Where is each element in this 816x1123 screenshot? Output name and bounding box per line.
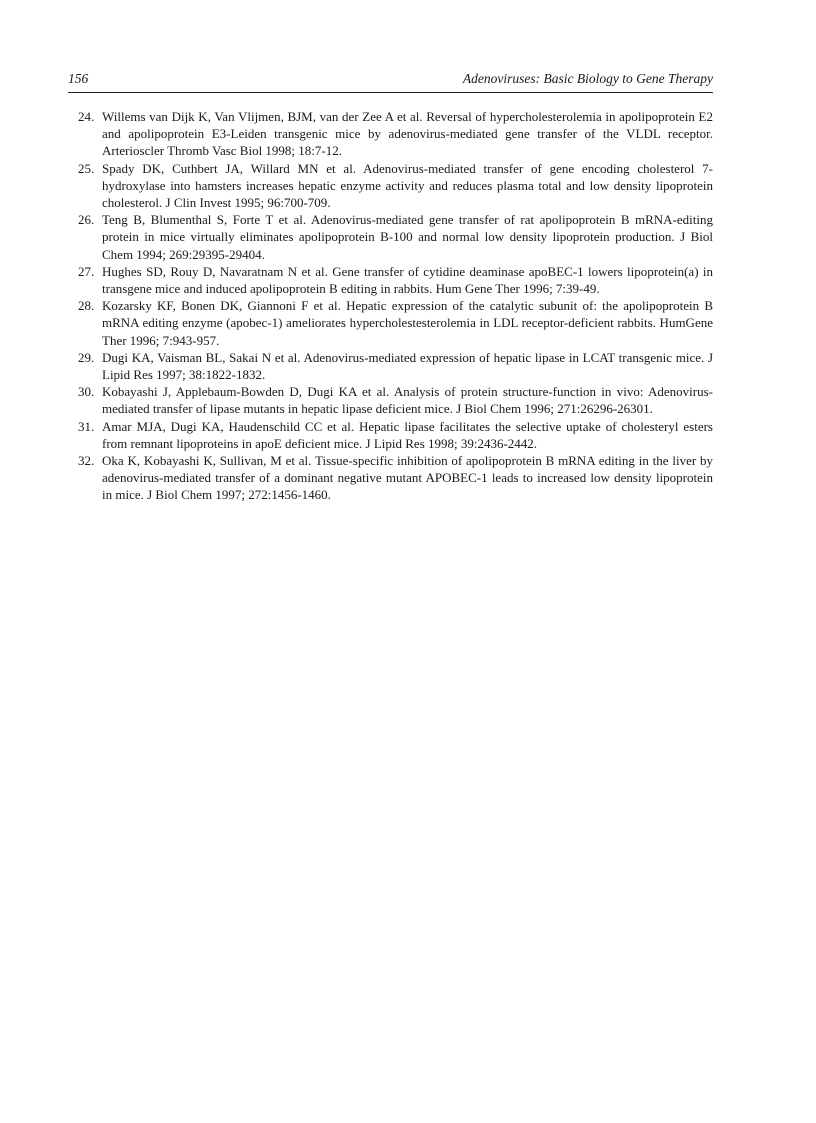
reference-text: Spady DK, Cuthbert JA, Willard MN et al. Adenovirus-mediated transfer of gene encoding cholesterol 7-hydroxylase into hamsters increases hepatic enzyme activity and reduces plasma total and low density lipoprotein cholesterol. J Clin Invest 1995; 96:700-709.	[102, 160, 713, 211]
reference-number: 31.	[78, 418, 95, 434]
reference-number: 24.	[78, 109, 95, 124]
reference-text: Kobayashi J, Applebaum-Bowden D, Dugi KA et al. Analysis of protein structure-function in vivo: Adenovirus-mediated transfer of lipase mutants in hepatic lipase deficient mice. J Biol Chem 1996; 271:26296-26301.	[102, 384, 713, 417]
page-number: 156	[68, 71, 89, 86]
running-head	[68, 70, 713, 90]
header-rule	[68, 92, 713, 93]
reference-text: Kozarsky KF, Bonen DK, Giannoni F et al. Hepatic expression of the catalytic subunit of: the apolipoprotein B mRNA editing enzyme (apobec-1) ameliorates hypercholestesterolemia in LDL receptor-deficient rabbits. HumGene Ther 1996; 7:943-957.	[102, 298, 713, 348]
reference-number: 29.	[78, 349, 95, 365]
reference-text: Oka K, Kobayashi K, Sullivan, M et al. Tissue-specific inhibition of apolipoprotein B mRNA editing in the liver by adenovirus-mediated transfer of a dominant negative mutant APOBEC-1 leads to increased low density lipoprotein in mice. J Biol Chem 1997; 272:1456-1460.	[102, 453, 713, 503]
reference-item	[68, 160, 713, 212]
reference-number: 26.	[78, 212, 95, 228]
reference-number: 27.	[78, 263, 95, 279]
reference-item	[68, 108, 713, 160]
reference-item	[68, 452, 713, 504]
reference-text: Willems van Dijk K, Van Vlijmen, BJM, van der Zee A et al. Reversal of hypercholesterolemia in apolipoprotein E2 and apolipoprotein E3-Leiden transgenic mice by adenovirus-mediated gene transfer of the VLDL receptor. Arterioscler Thromb Vasc Biol 1998; 18:7-12.	[102, 109, 713, 159]
reference-item	[68, 418, 713, 452]
reference-text: Teng B, Blumenthal S, Forte T et al. Adenovirus-mediated gene transfer of rat apolipoprotein B mRNA-editing protein in mice virtually eliminates apolipoprotein B-100 and normal low density lipoprotein production. J Biol Chem 1994; 269:29395-29404.	[102, 212, 713, 262]
reference-item	[68, 383, 713, 417]
reference-number: 25.	[78, 160, 95, 176]
reference-text: Dugi KA, Vaisman BL, Sakai N et al. Adenovirus-mediated expression of hepatic lipase in LCAT transgenic mice. J Lipid Res 1997; 38:1822-1832.	[102, 349, 713, 383]
book-title: Adenoviruses: Basic Biology to Gene Therapy	[462, 71, 713, 86]
reference-number: 32.	[78, 453, 95, 469]
reference-number: 30.	[78, 384, 95, 400]
reference-item	[68, 211, 713, 263]
reference-number: 28.	[78, 298, 95, 314]
reference-item	[68, 297, 713, 349]
reference-text: Hughes SD, Rouy D, Navaratnam N et al. Gene transfer of cytidine deaminase apoBEC-1 lowers lipoprotein(a) in transgene mice and induced apolipoprotein B editing in rabbits. Hum Gene Ther 1996; 7:39-49.	[102, 263, 713, 297]
reference-list	[68, 108, 713, 504]
reference-item	[68, 349, 713, 383]
reference-item	[68, 263, 713, 297]
reference-text: Amar MJA, Dugi KA, Haudenschild CC et al. Hepatic lipase facilitates the selective uptake of cholesteryl esters from remnant lipoproteins in apoE deficient mice. J Lipid Res 1998; 39:2436-2442.	[102, 418, 713, 451]
